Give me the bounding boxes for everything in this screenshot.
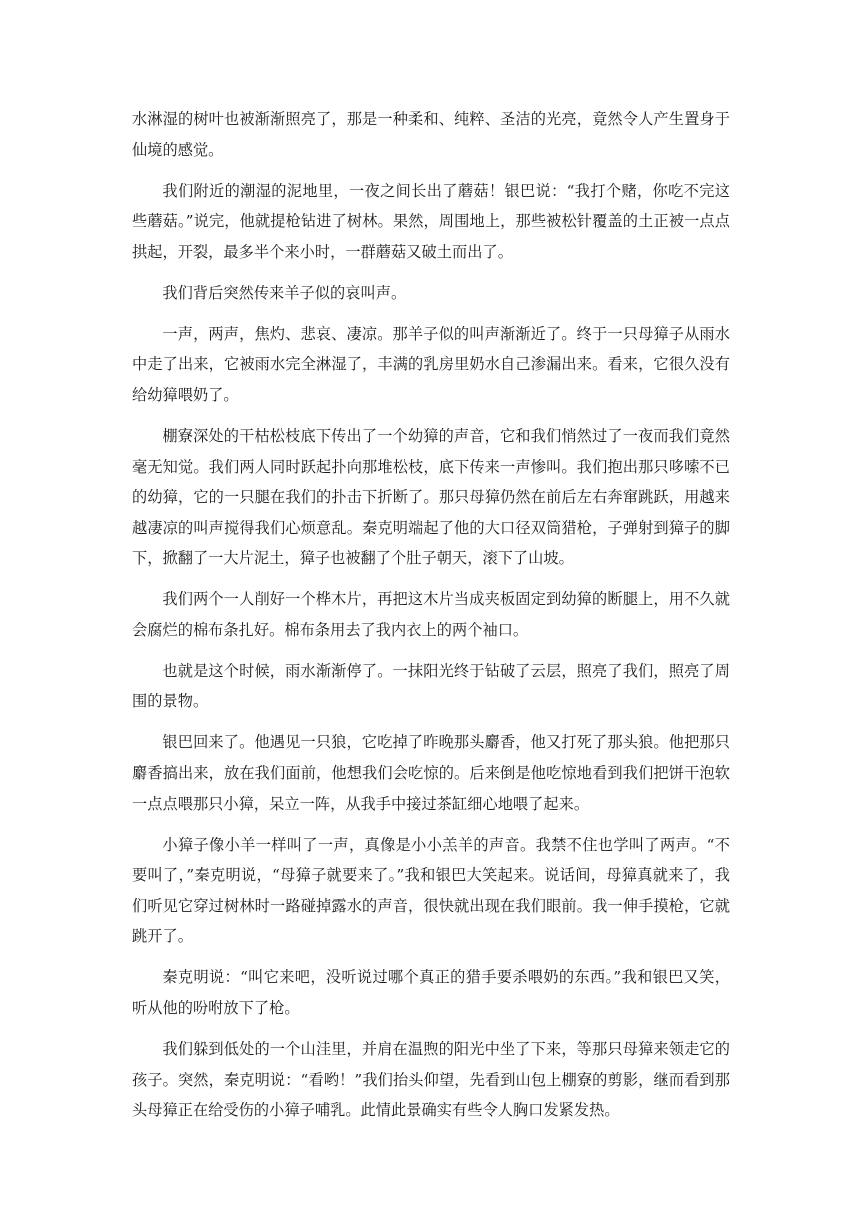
paragraph-rain-stops: 也就是这个时候，雨水渐渐停了。一抹阳光终于钻破了云层，照亮了我们，照亮了周围的景物。	[132, 661, 730, 711]
paragraph-mother-deer: 一声，两声，焦灼、悲哀、凄凉。那羊子似的叫声渐渐近了。终于一只母獐子从雨水中走了出来，它被雨水完全淋湿了，丰满的乳房里奶水自己渗漏出来。看来，它很久没有给幼獐喂奶了。	[132, 324, 730, 404]
paragraph-fawn-found: 棚寮深处的干枯松枝底下传出了一个幼獐的声音，它和我们悄然过了一夜而我们竟然毫无知觉。我们两人同时跃起扑向那堆松枝，底下传来一声惨叫。我们抱出那只哆嗦不已的幼獐，它的一只腿在我们的扑击下折断了。那只母獐仍然在前后左右奔窜跳跃，用越来越凄凉的叫声搅得我们心烦意乱。秦克明端起了他的大口径双筒猎枪，子弹射到獐子的脚下，掀翻了一大片泥土，獐子也被翻了个肚子朝天，滚下了山坡。	[132, 426, 730, 568]
paragraph-mushrooms: 我们附近的潮湿的泥地里，一夜之间长出了蘑菇！银巴说：“我打个赌，你吃不完这些蘑菇。”说完，他就提枪钻进了树林。果然，周围地上，那些被松针覆盖的土正被一点点拱起，开裂，最多半个来小时，一群蘑菇又破土而出了。	[132, 181, 730, 261]
paragraph-fawn-cry: 小獐子像小羊一样叫了一声，真像是小小羔羊的声音。我禁不住也学叫了两声。“不要叫了，”秦克明说，“母獐子就要来了。”我和银巴大笑起来。说话间，母獐真就来了，我们听见它穿过树林时一路碰掉露水的声音，很快就出现在我们眼前。我一伸手摸枪，它就跳开了。	[132, 835, 730, 946]
paragraph-nursing: 我们躲到低处的一个山洼里，并肩在温煦的阳光中坐了下来，等那只母獐来领走它的孩子。突然，秦克明说：“看哟！”我们抬头仰望，先看到山包上棚寮的剪影，继而看到那头母獐正在给受伤的小獐子哺乳。此情此景确实有些令人胸口发紧发热。	[132, 1039, 730, 1120]
paragraph-bleating: 我们背后突然传来羊子似的哀叫声。	[162, 283, 407, 302]
paragraph-continuation: 水淋湿的树叶也被渐渐照亮了，那是一种柔和、纯粹、圣洁的光亮，竟然令人产生置身于仙境的感觉。	[132, 110, 730, 159]
document-page	[132, 104, 730, 1126]
paragraph-qin-says: 秦克明说：“叫它来吧，没听说过哪个真正的猎手要杀喂奶的东西。”我和银巴又笑，听从他的吩咐放下了枪。	[132, 968, 730, 1017]
paragraph-yinba-returns: 银巴回来了。他遇见一只狼，它吃掉了昨晚那头麝香，他又打死了那头狼。他把那只麝香搞出来，放在我们面前，他想我们会吃惊的。后来倒是他吃惊地看到我们把饼干泡软一点点喂那只小獐，呆立一阵，从我手中接过茶缸细心地喂了起来。	[132, 733, 730, 813]
paragraph-splint: 我们两个一人削好一个桦木片，再把这木片当成夹板固定到幼獐的断腿上，用不久就会腐烂的棉布条扎好。棉布条用去了我内衣上的两个袖口。	[132, 590, 730, 639]
